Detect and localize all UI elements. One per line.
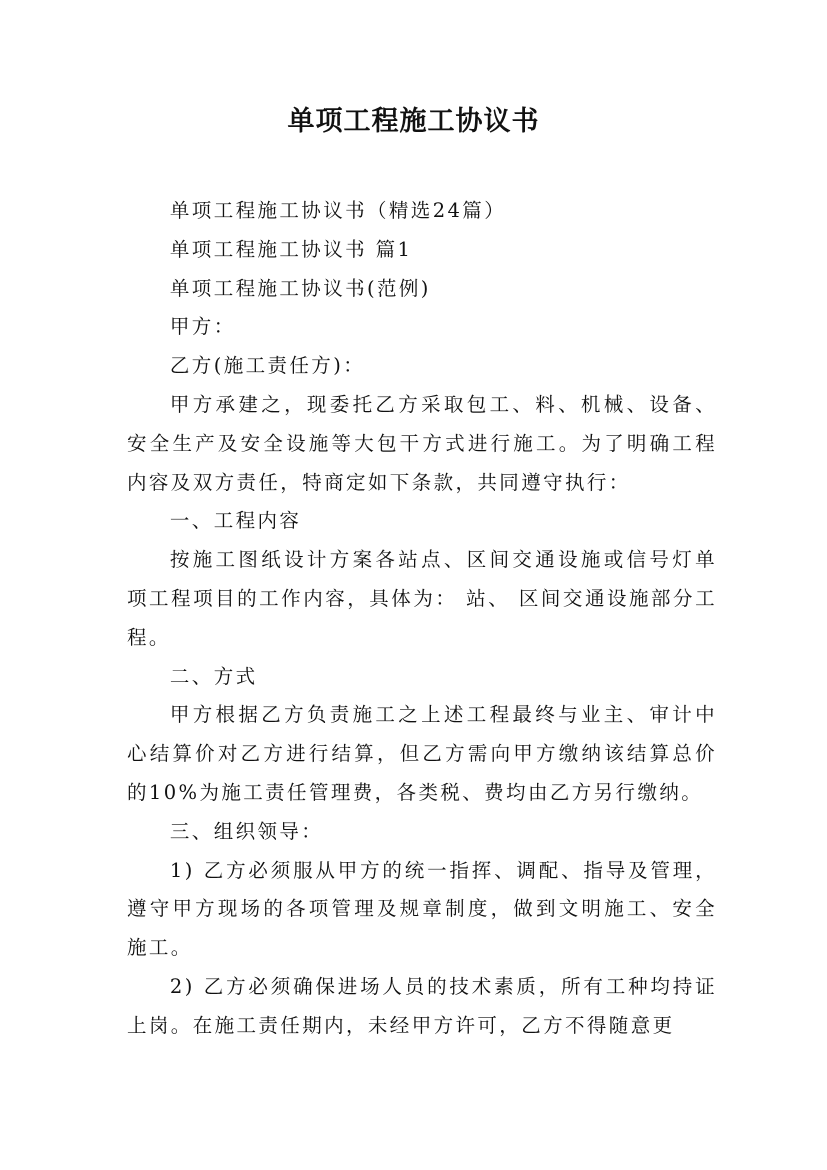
heading-method: 二、方式 — [169, 664, 258, 688]
paragraph-organization-1: 1) 乙方必须服从甲方的统一指挥、调配、指导及管理，遵守甲方现场的各项管理及规章制度，做到文明施工、安全施工。 — [127, 858, 717, 960]
heading-project-content: 一、工程内容 — [169, 509, 302, 533]
paragraph-subtitle: 单项工程施工协议书（精选24篇） — [169, 199, 507, 222]
paragraph-intro: 甲方承建之，现委托乙方采取包工、料、机械、设备、安全生产及安全设施等大包干方式进行施工。为了明确工程内容及双方责任，特商定如下条款，共同遵守执行： — [127, 392, 717, 494]
paragraph-organization-2: 2) 乙方必须确保进场人员的技术素质，所有工种均持证上岗。在施工责任期内，未经甲方许可，乙方不得随意更 — [127, 974, 717, 1037]
paragraph-section-heading: 单项工程施工协议书 篇1 — [169, 237, 413, 261]
paragraph-project-content: 按施工图纸设计方案各站点、区间交通设施或信号灯单项工程项目的工作内容，具体为： 站、 区间交通设施部分工程。 — [127, 548, 717, 649]
paragraph-method: 甲方根据乙方负责施工之上述工程最终与业主、审计中心结算价对乙方进行结算，但乙方需向甲方缴纳该结算总价的10%为施工责任管理费，各类税、费均由乙方另行缴纳。 — [127, 703, 717, 804]
paragraph-party-b: 乙方(施工责任方)： — [169, 354, 366, 378]
paragraph-party-a: 甲方： — [169, 315, 236, 339]
heading-organization: 三、组织领导： — [169, 819, 324, 843]
document-title: 单项工程施工协议书 — [287, 106, 540, 137]
document-body — [127, 192, 717, 1046]
paragraph-sample-title: 单项工程施工协议书(范例) — [169, 276, 431, 300]
